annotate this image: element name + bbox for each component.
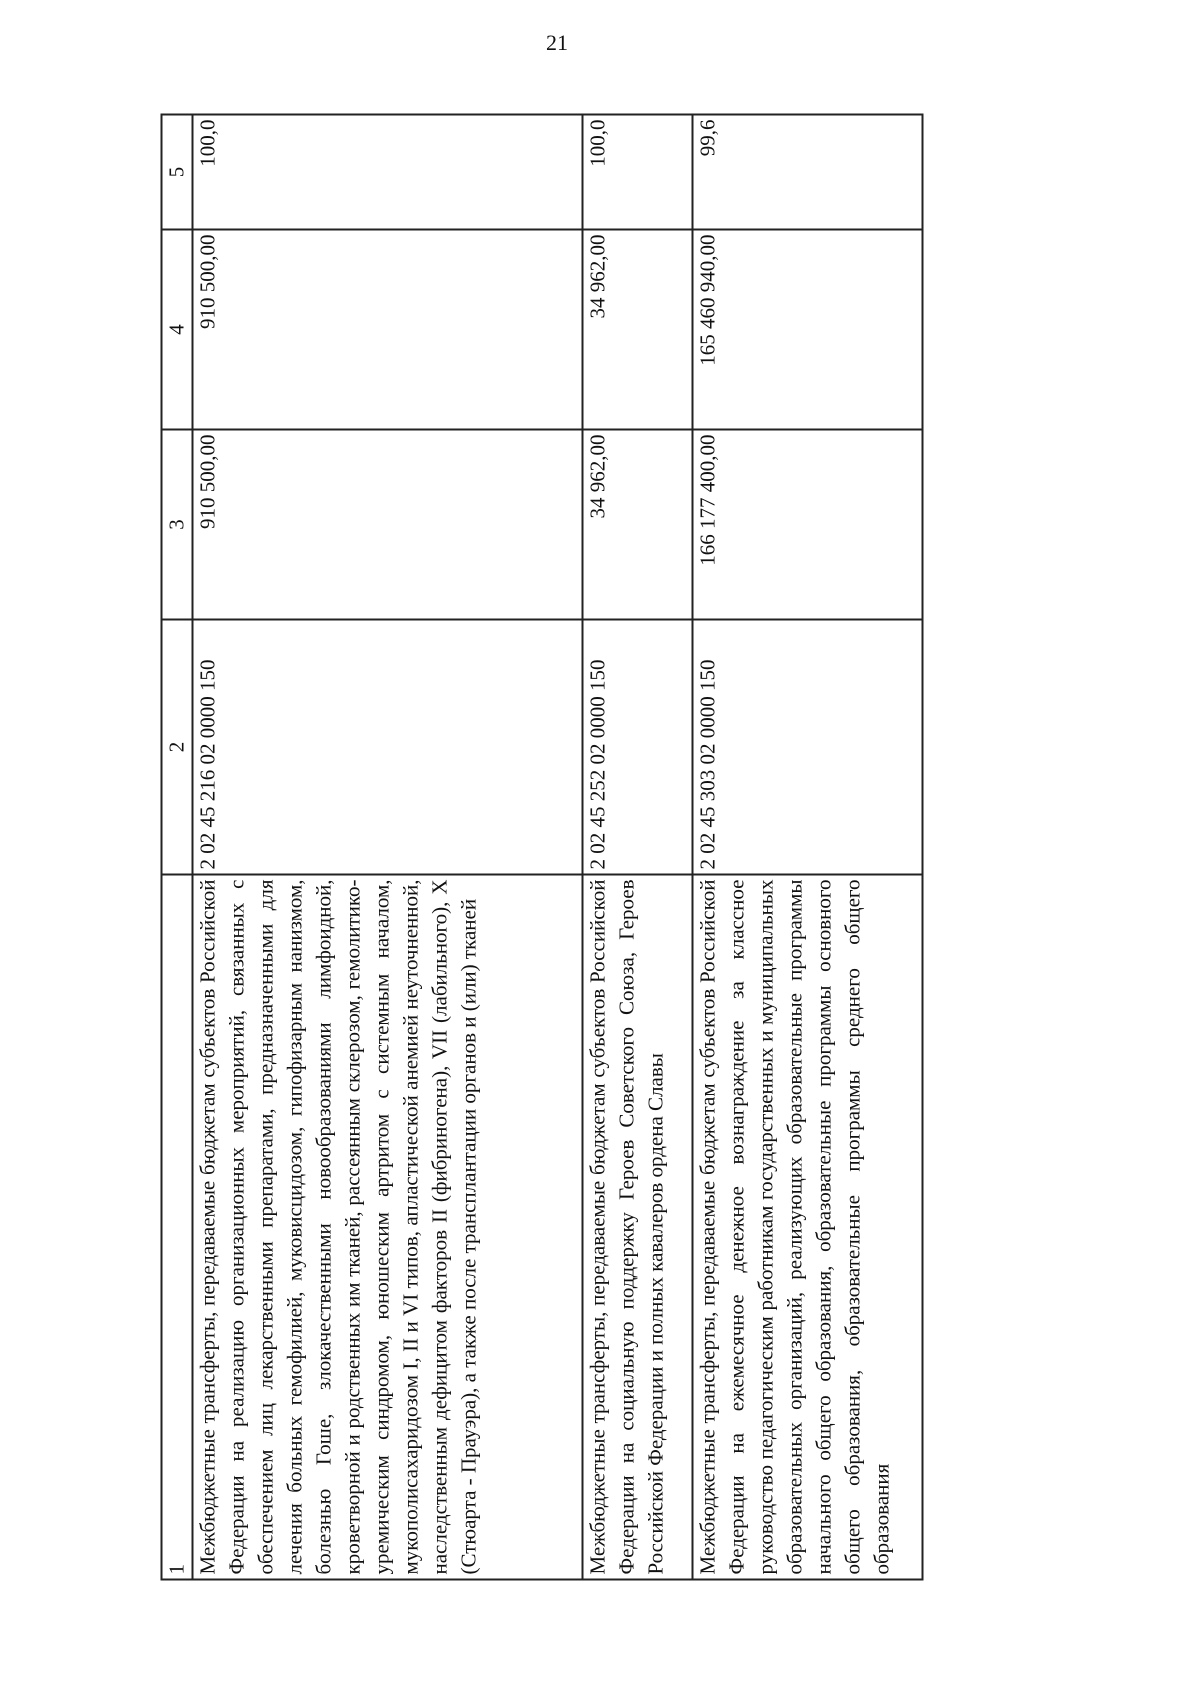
description-cell: Межбюджетные трансферты, передаваемые бюджетам субъектов Российской Федерации на ежемесячное денежное вознаграждение за классное руководство педагогическим работникам государственных и муниципальных образовательных организаций, реализующих образовательные программы начального общего образования, образовательные программы основного общего образования, образовательные программы среднего общего образования — [692, 874, 922, 1579]
header-cell: 3 — [161, 429, 192, 619]
code-cell: 2 02 45 252 02 0000 150 — [582, 619, 692, 874]
code-cell: 2 02 45 216 02 0000 150 — [192, 619, 582, 874]
budget-table — [160, 113, 923, 1580]
header-cell: 5 — [161, 114, 192, 229]
amount-cell: 910 500,00 — [192, 429, 582, 619]
code-cell: 2 02 45 303 02 0000 150 — [692, 619, 922, 874]
amount-cell: 165 460 940,00 — [692, 229, 922, 429]
table-row — [692, 114, 922, 1579]
amount-cell: 34 962,00 — [582, 229, 692, 429]
description-cell: Межбюджетные трансферты, передаваемые бюджетам субъектов Российской Федерации на социальную поддержку Героев Советского Союза, Героев Российской Федерации и полных кавалеров ордена Славы — [582, 874, 692, 1579]
amount-cell: 34 962,00 — [582, 429, 692, 619]
rotated-table-container — [160, 115, 920, 1580]
header-cell: 2 — [161, 619, 192, 874]
table-header-row — [161, 114, 192, 1579]
header-cell: 1 — [161, 874, 192, 1579]
description-cell: Межбюджетные трансферты, передаваемые бюджетам субъектов Российской Федерации на реализацию организационных мероприятий, связанных с обеспечением лиц лекарственными препаратами, предназначенными для лечения больных гемофилией, муковисцидозом, гипофизарным нанизмом, болезнью Гоше, злокачественными новообразованиями лимфоидной, кроветворной и родственных им тканей, рассеянным склерозом, гемолитико-уремическим синдромом, юношеским артритом с системным началом, мукополисахаридозом I, II и VI типов, апластической анемией неуточненной, наследственным дефицитом факторов II (фибриногена), VII (лабильного), X (Стюарта - Прауэра), а также после трансплантации органов и (или) тканей — [192, 874, 582, 1579]
amount-cell: 910 500,00 — [192, 229, 582, 429]
header-cell: 4 — [161, 229, 192, 429]
table-row — [192, 114, 582, 1579]
amount-cell: 166 177 400,00 — [692, 429, 922, 619]
percent-cell: 100,0 — [582, 114, 692, 229]
percent-cell: 100,0 — [192, 114, 582, 229]
table-row — [582, 114, 692, 1579]
page-number: 21 — [546, 30, 568, 55]
percent-cell: 99,6 — [692, 114, 922, 229]
